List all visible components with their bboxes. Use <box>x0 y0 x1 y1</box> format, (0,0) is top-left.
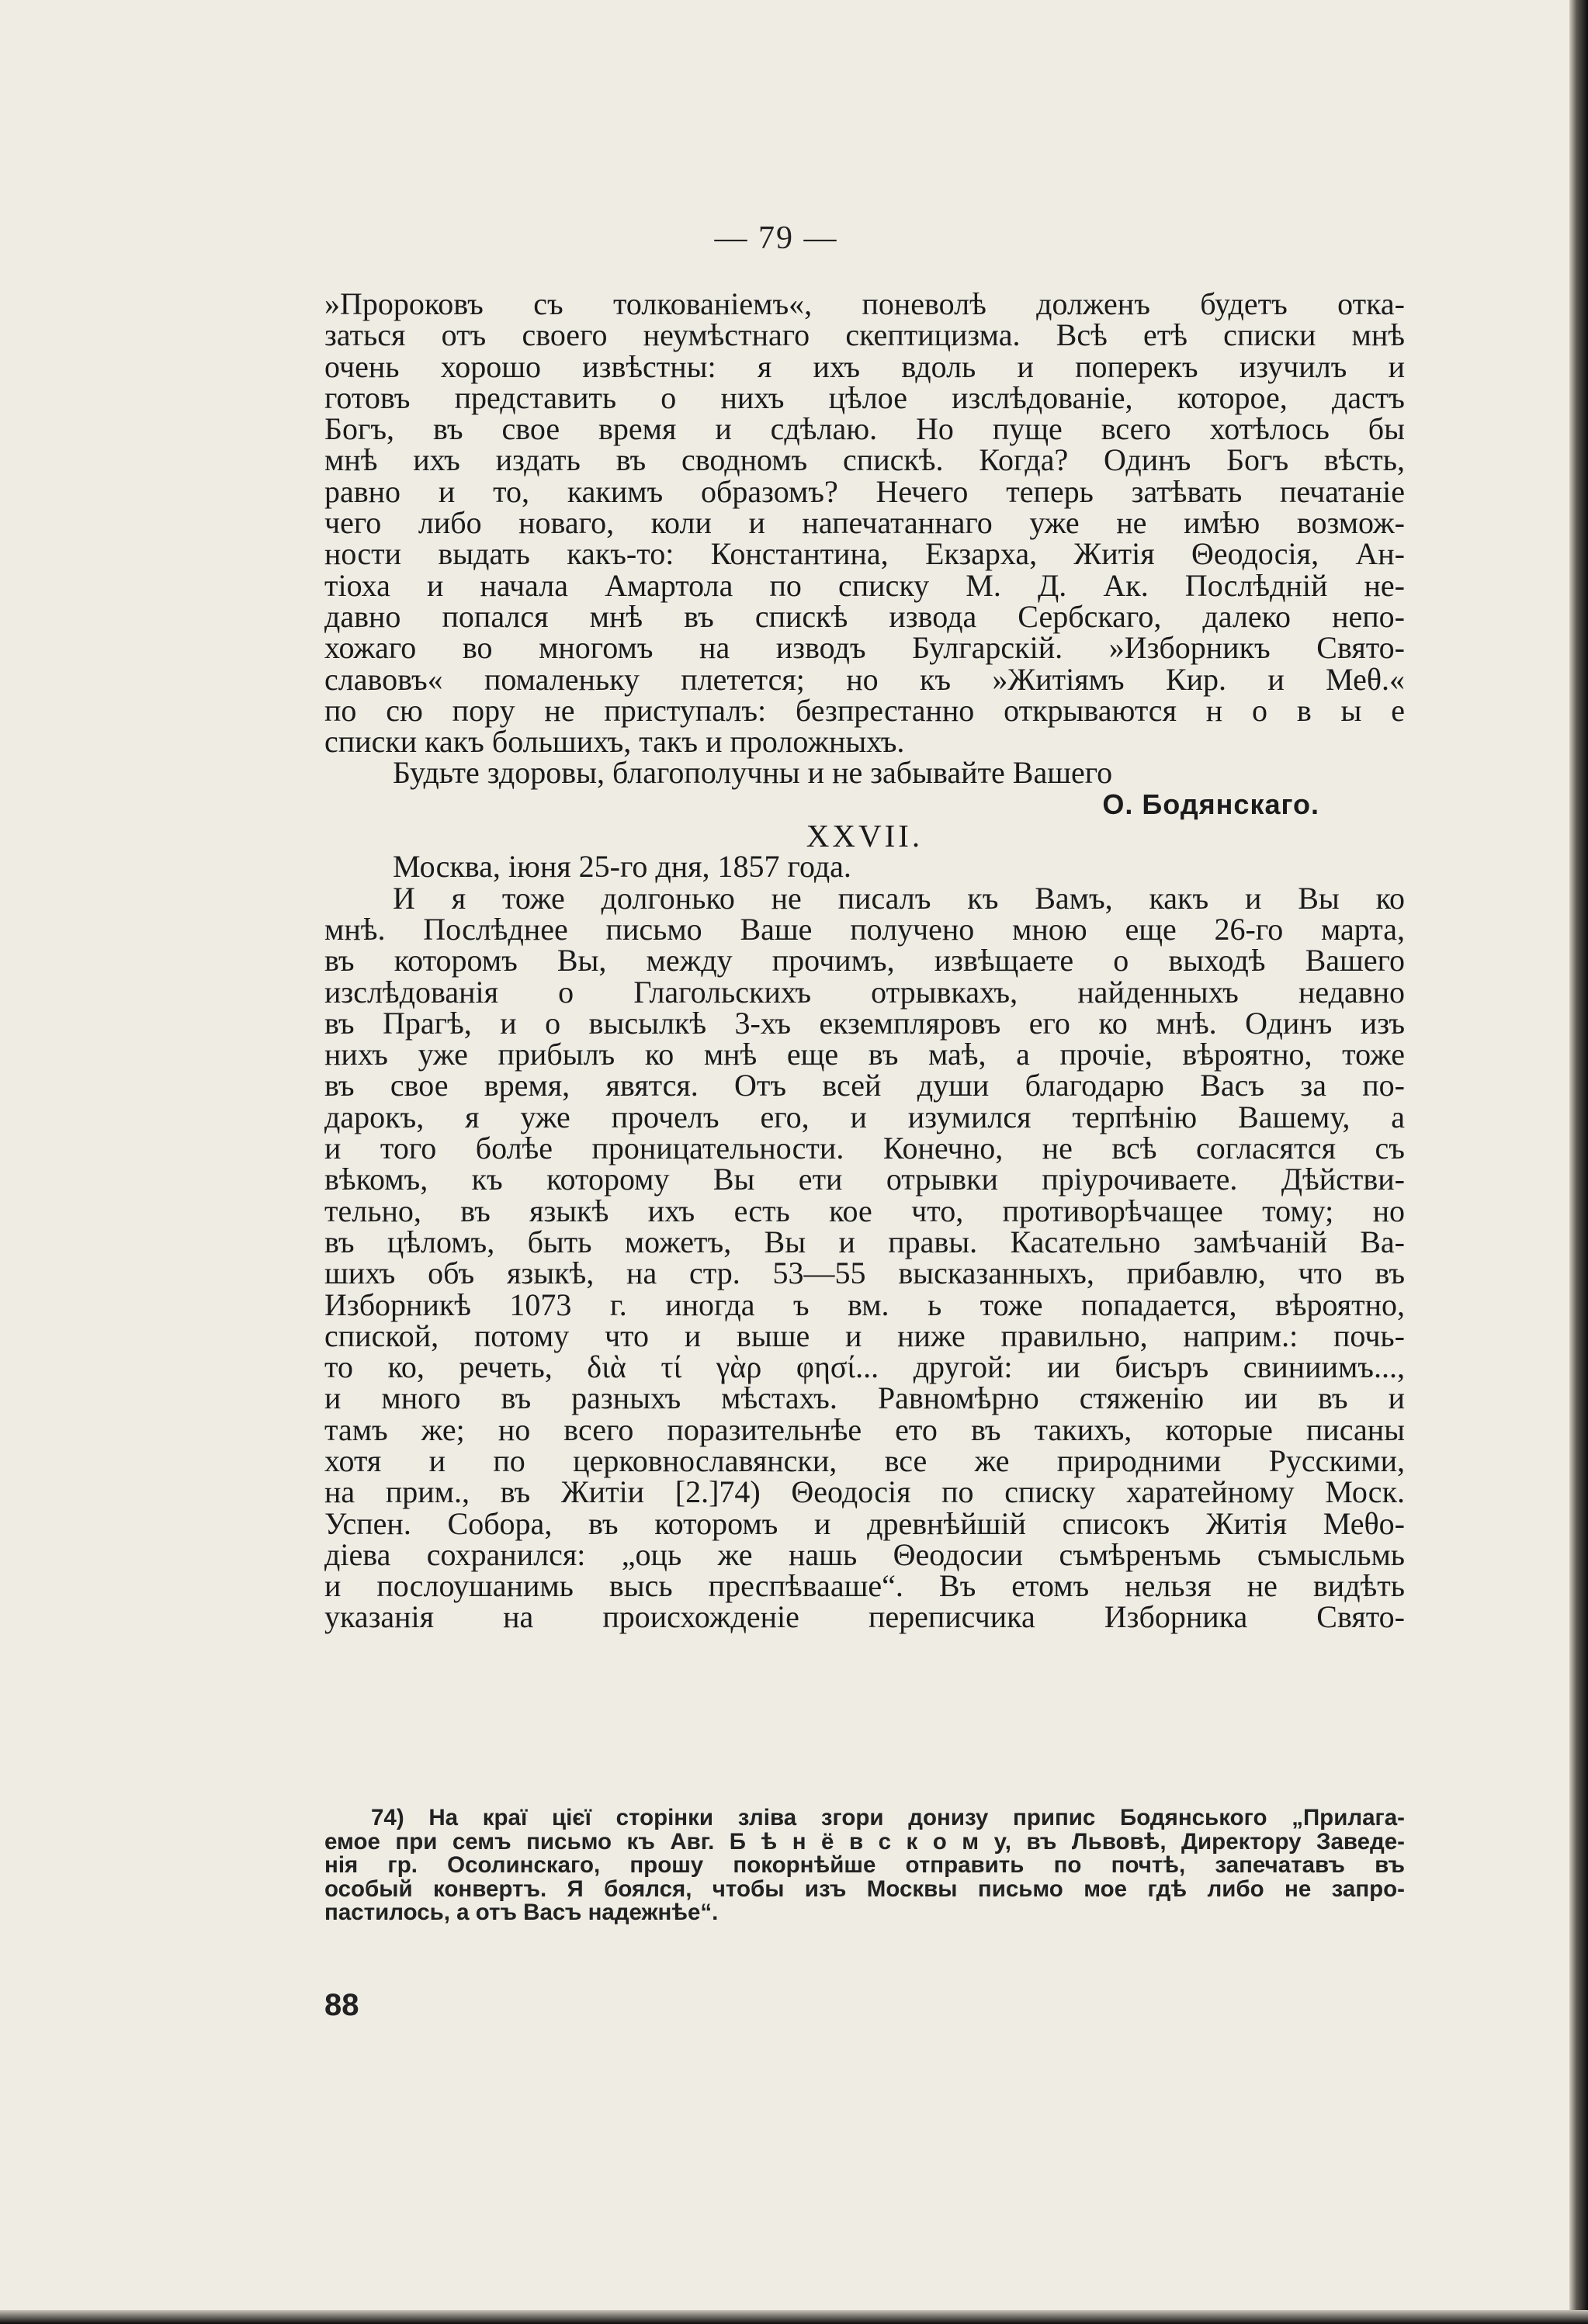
text-line: ности выдать какъ-то: Константина, Екзарха, Житiя Θеодосiя, Ан- <box>324 536 1405 572</box>
text-line: и того болѣе проницательности. Конечно, не всѣ согласятся съ <box>324 1131 1405 1166</box>
folio-number: 88 <box>324 1988 359 2022</box>
footnote-line: 74) На краї цієї сторінки зліва згори донизу припис Бодянського „Прилага- <box>371 1805 1405 1830</box>
text-line: Будьте здоровы, благополучны и не забывайте Вашего <box>393 755 1113 791</box>
footnote-line: пастилось, а отъ Васъ надежнѣе“. <box>324 1900 719 1925</box>
text-line: мнѣ. Послѣднее письмо Ваше получено мною еще 26-го марта, <box>324 911 1405 947</box>
text-line: чего либо новаго, коли и напечатаннаго уже не имѣю возмож- <box>324 505 1405 541</box>
text-line: мнѣ ихъ издать въ сводномъ спискѣ. Когда? Одинъ Богъ вѣсть, <box>324 442 1405 478</box>
text-line: и много въ разныхъ мѣстахъ. Равномѣрно стяженiю ии въ и <box>324 1380 1405 1416</box>
footnote-line: особый конвертъ. Я боялся, чтобы изъ Москвы письмо мое гдѣ либо не запро- <box>324 1875 1405 1902</box>
footnote-line: емое при семъ письмо къ Авг. Б ѣ н ё в с к о м у, въ Львовѣ, Директору Заведе- <box>324 1828 1405 1855</box>
text-line: Изборникѣ 1073 г. иногда ъ вм. ь тоже попадается, вѣроятно, <box>324 1287 1405 1322</box>
text-line: заться отъ своего неумѣстнаго скептицизма. Всѣ етѣ списки мнѣ <box>324 317 1405 353</box>
text-line: готовъ представить о нихъ цѣлое изслѣдованiе, которое, дастъ <box>324 379 1405 415</box>
text-line: давно попался мнѣ въ спискѣ извода Сербскаго, далеко непо- <box>324 598 1405 634</box>
text-line: равно и то, какимъ образомъ? Нечего теперь затѣвать печатанiе <box>324 473 1405 509</box>
text-line: на прим., въ Житiи [2.]74) Θеодосiя по списку харатейному Моск. <box>324 1474 1405 1510</box>
text-line: И я тоже долгонько не писалъ къ Вамъ, какъ и Вы ко <box>393 880 1405 916</box>
page-number: — 79 — <box>714 220 838 256</box>
text-line: въ которомъ Вы, между прочимъ, извѣщаете о выходѣ Вашего <box>324 943 1405 978</box>
text-line: изслѣдованiя о Глагольскихъ отрывкахъ, найденныхъ недавно <box>324 974 1405 1010</box>
text-line: по сю пору не приступалъ: безпрестанно открываются н о в ы е <box>324 692 1405 728</box>
letter-signature: О. Бодянскаго. <box>1102 788 1319 820</box>
text-line: очень хорошо извѣстны: я ихъ вдоль и поперекъ изучилъ и <box>324 348 1405 384</box>
text-line: Успен. Собора, въ которомъ и древнѣйшiй списокъ Житiя Меθо- <box>324 1505 1405 1541</box>
text-line: тiоха и начала Амартола по списку М. Д. Ак. Послѣднiй не- <box>324 567 1405 603</box>
page-edge-shadow <box>1569 0 1588 2324</box>
text-line: въ цѣломъ, быть можетъ, Вы и правы. Касательно замѣчанiй Ва- <box>324 1224 1405 1259</box>
text-line: списки какъ большихъ, такъ и проложныхъ. <box>324 724 905 760</box>
text-line: хотя и по церковнославянски, все же природними Русскими, <box>324 1443 1405 1478</box>
footnote <box>324 1806 1405 1925</box>
text-line: »Пророковъ съ толкованiемъ«, поневолѣ долженъ будетъ отка- <box>324 286 1405 321</box>
text-line: тамъ же; но всего поразительнѣе ето въ такихъ, которые писаны <box>324 1411 1405 1447</box>
text-line: вѣкомъ, къ которому Вы ети отрывки прiурочиваете. Дѣйстви- <box>324 1162 1405 1197</box>
text-line: нихъ уже прибылъ ко мнѣ еще въ маѣ, а прочiе, вѣроятно, тоже <box>324 1037 1405 1072</box>
text-line: то ко, речеть, διὰ τί γὰρ φησί... другой: ии бисъръ свиниимъ..., <box>324 1349 1405 1385</box>
text-line: дарокъ, я уже прочелъ его, и изумился терпѣнiю Вашему, а <box>324 1099 1405 1134</box>
main-text <box>324 286 1405 1635</box>
text-line: хожаго во многомъ на изводъ Булгарскiй. »Изборникъ Свято- <box>324 630 1405 666</box>
text-line: Богъ, въ свое время и сдѣлаю. Но пуще всего хотѣлось бы <box>324 411 1405 447</box>
footnote-line: нiя гр. Осолинскаго, прошу покорнѣйше отправить по почтѣ, запечатавъ въ <box>324 1852 1405 1878</box>
letter-dateline: Москва, iюня 25-го дня, 1857 года. <box>393 849 851 885</box>
section-heading: XXVII. <box>806 818 924 854</box>
text-line: славовъ« помаленьку плетется; но къ »Житiямъ Кир. и Меθ.« <box>324 661 1405 697</box>
page-bottom-edge <box>0 2310 1588 2324</box>
text-line: и послоушанимь высь преспѣвааше“. Въ етомъ нельзя не видѣть <box>324 1568 1405 1604</box>
text-line: указанiя на происхожденiе переписчика Изборника Свято- <box>324 1599 1405 1635</box>
text-line: въ свое время, явятся. Отъ всей души благодарю Васъ за по- <box>324 1068 1405 1103</box>
text-line: спиской, потому что и выше и ниже правильно, наприм.: почь- <box>324 1318 1405 1353</box>
text-line: тельно, въ языкѣ ихъ есть кое что, противорѣчащее тому; но <box>324 1193 1405 1228</box>
text-line: шихъ объ языкѣ, на стр. 53—55 высказанныхъ, прибавлю, что въ <box>324 1256 1405 1291</box>
text-line: въ Прагѣ, и о высылкѣ 3-хъ екземпляровъ его ко мнѣ. Одинъ изъ <box>324 1005 1405 1041</box>
text-line: дiева сохранился: „оць же нашь Θеодосии съмѣренъмь съмысльмь <box>324 1536 1405 1572</box>
